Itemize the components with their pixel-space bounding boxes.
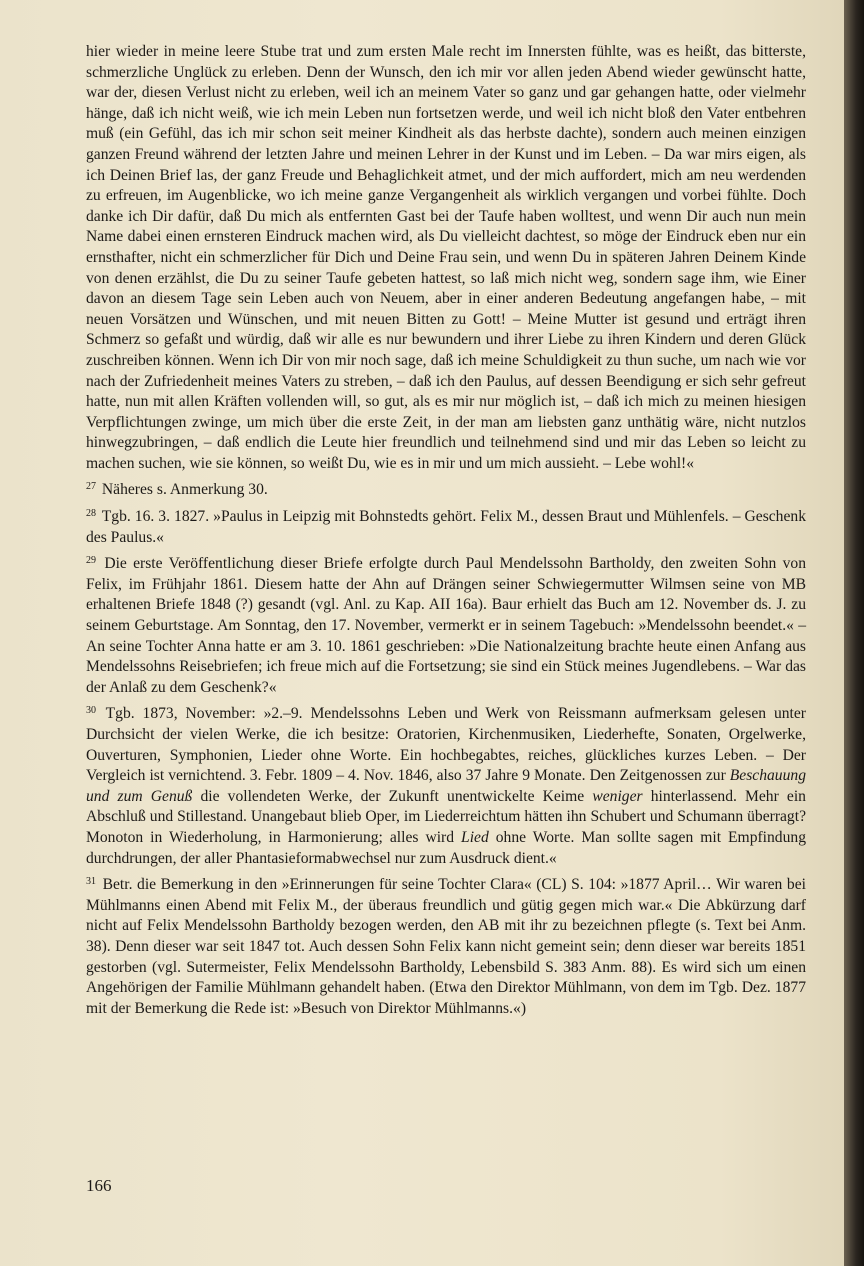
footnote-number: 29 — [86, 555, 96, 567]
footnote-number: 31 — [86, 876, 96, 888]
footnote-30 — [86, 701, 806, 869]
footnote-text: Betr. die Bemerkung in den »Erinnerungen für seine Tochter Clara« (CL) S. 104: »1877 April… Wir waren bei Mühlmanns einen Abend mit Felix M., der überaus freundlich und gütig gegen mich war.« Die Abkürzung darf nicht auf Felix Mendelssohn Bartholdy bezogen werden, den AB mit ihr zu bezeichnen pflegte (s. Text bei Anm. 38). Denn dieser war seit 1847 tot. Auch dessen Sohn Felix kann nicht gemeint sein; denn dieser war bereits 1851 gestorben (vgl. Sutermeister, Felix Mendelssohn Bartholdy, Lebensbild S. 383 Anm. 88). Es wird sich um einen Angehörigen der Familie Mühlmann gehandelt haben. (Etwa den Direktor Mühlmann, von dem im Tgb. Dez. 1877 mit der Bemerkung die Rede ist: »Besuch von Direktor Mühlmanns.«) — [86, 876, 806, 1017]
footnote-text: Die erste Veröffentlichung dieser Briefe erfolgte durch Paul Mendelssohn Bartholdy, den zweiten Sohn von Felix, im Frühjahr 1861. Diesem hatte der Ahn auf Drängen seiner Schwiegermutter Wilmsen seine von MB erhaltenen Briefe 1848 (?) gesandt (vgl. Anl. zu Kap. AII 16a). Baur erhielt das Buch am 12. November ds. J. zu seinem Geburtstage. Am Sonntag, den 17. November, vermerkt er in seinem Tagebuch: »Mendelssohn beendet.« – An seine Tochter Anna hatte er am 3. 10. 1861 geschrieben: »Die Nationalzeitung brachte heute einen Anfang aus Mendelssohns Reisebriefen; ich freue mich auf die Fortsetzung; sie sind ein Stück meines Jugendlebens. – War das der Anlaß zu dem Geschenk?« — [86, 555, 807, 696]
footnote-number: 27 — [86, 481, 96, 493]
footnote-emphasis: Lied — [461, 828, 489, 846]
book-spine-shadow — [844, 0, 864, 1266]
footnote-emphasis: weniger — [592, 787, 643, 805]
footnote-text: Tgb. 1873, November: »2.–9. Mendelssohns Leben und Werk von Reissmann aufmerksam gelesen unter Durchsicht der vielen Werke, die ich besitze: Oratorien, Kirchenmusiken, Liederhefte, Sonaten, Orgelwerke, Ouverturen, Symphonien, Lieder ohne Worte. Ein hochbegabtes, reiches, glückliches kurzes Leben. – Der Vergleich ist vernichtend. 3. Febr. 1809 – 4. Nov. 1846, also 37 Jahre 9 Monate. Den Zeitgenossen zur — [86, 705, 806, 785]
footnote-29 — [86, 551, 806, 698]
footnote-number: 30 — [86, 705, 96, 717]
footnote-27 — [86, 477, 806, 501]
footnote-text: Näheres s. Anmerkung 30. — [101, 481, 268, 499]
footnote-number: 28 — [86, 508, 96, 520]
footnote-text: Tgb. 16. 3. 1827. »Paulus in Leipzig mit Bohnstedts gehört. Felix M., dessen Braut und Mühlenfels. – Geschenk des Paulus.« — [86, 508, 806, 546]
footnote-emphasis: Beschauung und zum Genuß — [86, 767, 806, 805]
letter-paragraph: hier wieder in meine leere Stube trat und zum ersten Male recht im Innersten fühlte, was es heißt, das bitterste, schmerzliche Unglück zu erleben. Denn der Wunsch, den ich mir vor allen jeden Abend wieder gewünscht hatte, war der, diesen Verlust nicht zu erleben, weil ich an meinem Vater so ganz und gar gehangen hatte, oder vielmehr hänge, daß ich nicht weiß, wie ich mein Leben nun fortsetzen werde, und weil ich nicht bloß den Vater entbehren muß (ein Gefühl, das ich mir schon seit meiner Kindheit als das herbste dachte), sondern auch meinen einzigen ganzen Freund während der letzten Jahre und meinen Lehrer in der Kunst und im Leben. – Da war mirs eigen, als ich Deinen Brief las, der ganz Freude und Behaglichkeit atmet, und der mich auffordert, mich am neu werdenden zu erfreuen, im Augenblicke, wo ich meine ganze Vergangenheit als wirklich vergangen und vorbei fühlte. Doch danke ich Dir dafür, daß Du mich als entfernten Gast bei der Taufe haben wolltest, und wenn Dir auch nun mein Name dabei einen ernsteren Eindruck machen wird, als Du vielleicht dachtest, so möge der Eindruck eben nur ein ernsthafter, nicht ein schmerzlicher für Dich und Deine Frau sein, und wenn Du in späteren Jahren Deinem Kinde von denen erzählst, die Du zu seiner Taufe gebeten hattest, so laß mich nicht weg, sondern sage ihm, wie Einer davon an diesem Tage sein Leben auch von Neuem, aber in einer anderen Bedeutung angefangen habe, – mit neuen Vorsätzen und Wünschen, und mit neuen Bitten zu Gott! – Meine Mutter ist gesund und erträgt ihren Schmerz so gefaßt und würdig, daß wir alle es nur bewundern und ihrer Liebe zu ihren Kindern und deren Glück zuschreiben können. Wenn ich Dir von mir noch sage, daß ich meine Schuldigkeit zu thun suche, um nach wie vor nach der Zufriedenheit meines Vaters zu streben, – daß ich den Paulus, auf dessen Beendigung er sich sehr gefreut hatte, nun mit allen Kräften vollenden will, so gut, als es mir nur möglich ist, – daß ich mich zu meinen hiesigen Verpflichtungen zwinge, um mich über die erste Zeit, in der man am liebsten ganz unthätig wäre, nicht nutzlos hinwegzubringen, – daß endlich die Leute hier freundlich und teilnehmend sind und mir das Leben so leicht zu machen suchen, wie sie können, so weißt Du, wie es in mir und um mich aussieht. – Lebe wohl!« — [86, 43, 806, 472]
page-number: 166 — [86, 1176, 112, 1195]
footnote-text: ohne Worte. Man sollte sagen mit Empfindung durchdrungen, der aller Phantasieformabwechsel nur zum Ausdruck dient.« — [86, 828, 806, 867]
page-body — [86, 42, 806, 1019]
footnote-text: die vollendeten Werke, der Zukunft unentwickelte Keime — [192, 787, 593, 805]
footnote-text: hinterlassend. Mehr ein Abschluß und Stillestand. Unangebaut blieb Oper, im Liederreichtum hätten ihn Schubert und Schumann überragt? Monoton in Wiederholung, in Harmonierung; alles wird — [86, 787, 806, 846]
footnote-31 — [86, 872, 806, 1019]
footnote-28 — [86, 504, 806, 548]
